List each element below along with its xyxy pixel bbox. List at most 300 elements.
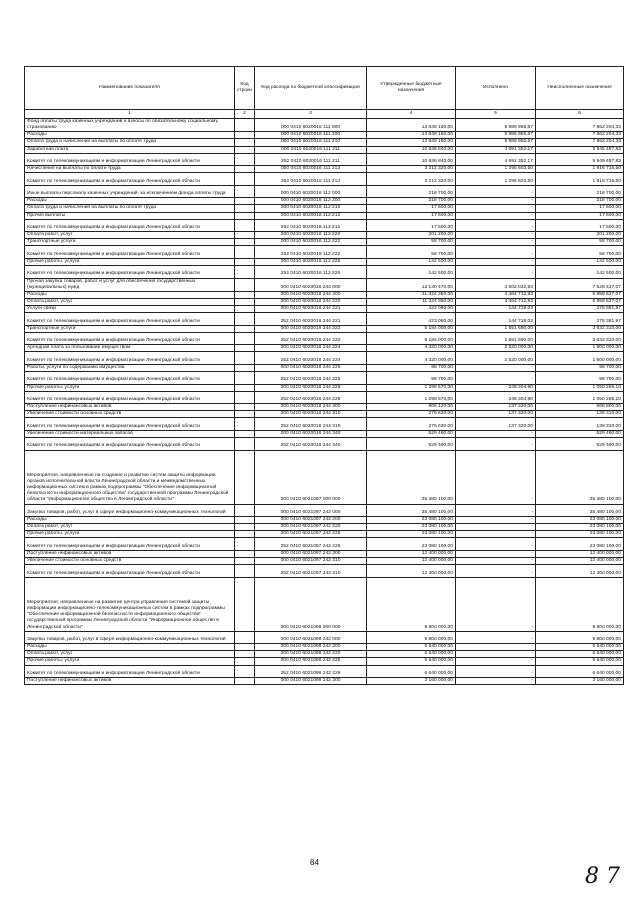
column-number: 1 (25, 110, 235, 119)
unexecuted-amount-cell: 1 916 716,50 (536, 166, 624, 173)
budget-code-cell: 000 0410 6021097 000 000 (255, 450, 367, 504)
executed-amount-cell: 248 304,90 (456, 384, 536, 391)
table-row (25, 450, 624, 504)
table-row (25, 232, 624, 239)
row-code-cell (235, 246, 255, 259)
row-code-cell (235, 185, 255, 198)
executed-amount-cell: - (456, 504, 536, 517)
approved-amount-cell: 806 120,00 (367, 404, 456, 411)
row-code-cell (235, 531, 255, 538)
row-code-cell (235, 565, 255, 578)
approved-amount-cell: 423 060,00 (367, 306, 456, 313)
executed-amount-cell: - (456, 517, 536, 524)
unexecuted-amount-cell: 23 080 100,00 (536, 517, 624, 524)
approved-amount-cell: 6 640 000,00 (367, 658, 456, 665)
approved-amount-cell: 12 130 470,00 (367, 278, 456, 291)
indicator-name-cell: Оплата работ, услуг (25, 298, 235, 305)
executed-amount-cell: - (456, 558, 536, 565)
budget-code-cell: 000 0410 6020016 244 220 (255, 298, 367, 305)
indicator-name-cell: Мероприятия, направленные на развитие центра управления системой защиты информации информационно-телекоммуникационных систем в рамках подпрограммы "Обеспечение информационной безопасности информационного общества" государственной программы Ленинградской области "Информационное общество в Ленинградской области" (25, 577, 235, 631)
unexecuted-amount-cell: 58 700,00 (536, 246, 624, 259)
header-budget-code: Код расхода по бюджетной классификации (255, 67, 367, 110)
approved-amount-cell: 23 080 100,00 (367, 538, 456, 551)
executed-amount-cell: - (456, 678, 536, 685)
unexecuted-amount-cell: 7 862 204,33 (536, 132, 624, 139)
budget-code-cell: 252 0410 6020016 244 224 (255, 352, 367, 365)
executed-amount-cell: - (456, 372, 536, 385)
indicator-name-cell: Комитет по телекоммуникациям и информатизации Ленинградской области (25, 372, 235, 385)
unexecuted-amount-cell: 1 800 000,00 (536, 352, 624, 365)
budget-code-cell: 000 0410 6021097 242 300 (255, 550, 367, 557)
table-row (25, 577, 624, 631)
approved-amount-cell: 5 184 000,00 (367, 332, 456, 345)
table-row (25, 391, 624, 404)
indicator-name-cell: Начисления на выплаты по оплате труда (25, 166, 235, 173)
approved-amount-cell: 17 500,00 (367, 219, 456, 232)
indicator-name-cell: Комитет по телекоммуникациям и информатизации Ленинградской области (25, 538, 235, 551)
unexecuted-amount-cell: 35 480 100,00 (536, 450, 624, 504)
indicator-name-cell: Прочие выплаты (25, 212, 235, 219)
unexecuted-amount-cell: 1 050 265,10 (536, 384, 624, 391)
budget-code-cell: 000 0410 6020016 111 000 (255, 119, 367, 132)
executed-amount-cell: - (456, 246, 536, 259)
table-row (25, 291, 624, 298)
executed-amount-cell: 144 718,03 (456, 313, 536, 326)
approved-amount-cell: 529 490,00 (367, 438, 456, 451)
row-code-cell (235, 678, 255, 685)
unexecuted-amount-cell: 529 490,00 (536, 438, 624, 451)
row-code-cell (235, 364, 255, 371)
unexecuted-amount-cell: 17 500,00 (536, 212, 624, 219)
row-code-cell (235, 577, 255, 631)
table-row (25, 665, 624, 678)
row-code-cell (235, 212, 255, 219)
unexecuted-amount-cell: 35 480 100,00 (536, 504, 624, 517)
budget-code-cell: 000 0410 6020016 244 221 (255, 306, 367, 313)
unexecuted-amount-cell: 12 400 000,00 (536, 550, 624, 557)
indicator-name-cell: Оплата работ, услуг (25, 651, 235, 658)
table-row (25, 565, 624, 578)
row-code-cell (235, 558, 255, 565)
indicator-name-cell: Комитет по телекоммуникациям и информатизации Ленинградской области (25, 565, 235, 578)
indicator-name-cell: Комитет по телекоммуникациям и информатизации Ленинградской области (25, 418, 235, 431)
table-row (25, 306, 624, 313)
executed-amount-cell: - (456, 651, 536, 658)
table-row (25, 332, 624, 345)
executed-amount-cell: 1 295 603,50 (456, 166, 536, 173)
budget-code-cell: 252 0410 6020016 244 226 (255, 391, 367, 404)
executed-amount-cell: 2 520 000,00 (456, 345, 536, 352)
budget-code-cell: 000 0410 6021098 242 000 (255, 631, 367, 644)
indicator-name-cell: Увеличение стоимости основных средств (25, 558, 235, 565)
approved-amount-cell: 23 080 100,00 (367, 524, 456, 531)
executed-amount-cell: 248 304,90 (456, 391, 536, 404)
column-number-row (25, 110, 624, 119)
budget-code-cell: 252 0410 6021097 242 310 (255, 565, 367, 578)
row-code-cell (235, 404, 255, 411)
budget-code-cell: 000 0410 6020016 244 222 (255, 325, 367, 332)
table-body (25, 119, 624, 685)
indicator-name-cell: Услуги связи (25, 306, 235, 313)
executed-amount-cell: - (456, 212, 536, 219)
unexecuted-amount-cell: 1 916 716,50 (536, 173, 624, 186)
table-row (25, 364, 624, 371)
indicator-name-cell: Закупка товаров, работ, услуг в сфере информационно-коммуникационных технологий (25, 504, 235, 517)
approved-amount-cell: 1 298 570,00 (367, 384, 456, 391)
executed-amount-cell: 4 691 352,17 (456, 153, 536, 166)
table-row (25, 651, 624, 658)
executed-amount-cell: 144 718,03 (456, 306, 536, 313)
unexecuted-amount-cell: 201 200,00 (536, 232, 624, 239)
header-executed: Исполнено (456, 67, 536, 110)
executed-amount-cell: - (456, 364, 536, 371)
table-row (25, 558, 624, 565)
indicator-name-cell: Расходы (25, 517, 235, 524)
budget-code-cell: 000 0410 6020016 244 225 (255, 364, 367, 371)
indicator-name-cell: Комитет по телекоммуникациям и информатизации Ленинградской области (25, 173, 235, 186)
approved-amount-cell: 11 324 350,00 (367, 291, 456, 298)
table-row (25, 631, 624, 644)
approved-amount-cell: 13 849 160,00 (367, 132, 456, 139)
indicator-name-cell: Прочие работы, услуги (25, 531, 235, 538)
table-row (25, 139, 624, 146)
unexecuted-amount-cell: 12 400 000,00 (536, 558, 624, 565)
indicator-name-cell: Прочая закупка товаров, работ и услуг для обеспечения государственных (муниципальных) нужд (25, 278, 235, 291)
indicator-name-cell: Расходы (25, 198, 235, 205)
approved-amount-cell: 6 640 000,00 (367, 644, 456, 651)
row-code-cell (235, 372, 255, 385)
budget-code-cell: 000 0410 6021097 242 226 (255, 531, 367, 538)
approved-amount-cell: 276 630,00 (367, 418, 456, 431)
row-code-cell (235, 391, 255, 404)
approved-amount-cell: 142 500,00 (367, 266, 456, 279)
row-code-cell (235, 198, 255, 205)
indicator-name-cell: Комитет по телекоммуникациям и информатизации Ленинградской области (25, 246, 235, 259)
table-row (25, 538, 624, 551)
header-indicator-name: Наименование показателя (25, 67, 235, 110)
executed-amount-cell: - (456, 430, 536, 437)
column-number: 6 (536, 110, 624, 119)
budget-code-cell: 252 0410 6020016 244 221 (255, 313, 367, 326)
unexecuted-amount-cell: 139 310,00 (536, 411, 624, 418)
row-code-cell (235, 644, 255, 651)
unexecuted-amount-cell: 6 640 000,00 (536, 651, 624, 658)
approved-amount-cell: 12 400 000,00 (367, 565, 456, 578)
budget-code-cell: 000 0410 6020016 111 210 (255, 139, 367, 146)
indicator-name-cell: Расходы (25, 291, 235, 298)
approved-amount-cell: 6 640 000,00 (367, 665, 456, 678)
budget-code-cell: 252 0410 6020016 112 212 (255, 219, 367, 232)
budget-table (24, 66, 624, 685)
unexecuted-amount-cell: 58 700,00 (536, 239, 624, 246)
row-code-cell (235, 504, 255, 517)
table-row (25, 524, 624, 531)
table-row (25, 212, 624, 219)
approved-amount-cell: 218 700,00 (367, 185, 456, 198)
row-code-cell (235, 313, 255, 326)
row-code-cell (235, 430, 255, 437)
row-code-cell (235, 153, 255, 166)
row-code-cell (235, 524, 255, 531)
row-code-cell (235, 219, 255, 232)
table-row (25, 325, 624, 332)
executed-amount-cell: 1 551 690,00 (456, 325, 536, 332)
executed-amount-cell: - (456, 565, 536, 578)
unexecuted-amount-cell: 23 080 100,00 (536, 531, 624, 538)
header-row-code: Код строки (235, 67, 255, 110)
unexecuted-amount-cell: 142 500,00 (536, 258, 624, 265)
indicator-name-cell: Оплата работ, услуг (25, 232, 235, 239)
budget-code-cell: 252 0410 6020016 112 222 (255, 246, 367, 259)
table-row (25, 278, 624, 291)
approved-amount-cell: 529 490,00 (367, 430, 456, 437)
table-row (25, 298, 624, 305)
approved-amount-cell: 1 298 570,00 (367, 391, 456, 404)
budget-code-cell: 000 0410 6020016 244 300 (255, 404, 367, 411)
unexecuted-amount-cell: 6 859 637,07 (536, 291, 624, 298)
table-row (25, 372, 624, 385)
row-code-cell (235, 418, 255, 431)
approved-amount-cell: 35 480 100,00 (367, 450, 456, 504)
executed-amount-cell: 4 691 352,17 (456, 146, 536, 153)
row-code-cell (235, 119, 255, 132)
unexecuted-amount-cell: 7 528 437,07 (536, 278, 624, 291)
table-row (25, 658, 624, 665)
indicator-name-cell: Комитет по телекоммуникациям и информатизации Ленинградской области (25, 332, 235, 345)
table-row (25, 531, 624, 538)
unexecuted-amount-cell: 6 640 000,00 (536, 658, 624, 665)
budget-code-cell: 000 0410 6020016 111 211 (255, 146, 367, 153)
approved-amount-cell: 13 849 160,00 (367, 139, 456, 146)
unexecuted-amount-cell: 142 500,00 (536, 266, 624, 279)
budget-code-cell: 000 0410 6021097 242 200 (255, 517, 367, 524)
budget-code-cell: 000 0410 6020016 244 000 (255, 278, 367, 291)
indicator-name-cell: Расходы (25, 132, 235, 139)
indicator-name-cell: Комитет по телекоммуникациям и информатизации Ленинградской области (25, 219, 235, 232)
unexecuted-amount-cell: 9 800 000,00 (536, 577, 624, 631)
table-row (25, 119, 624, 132)
budget-code-cell: 000 0410 6020016 244 310 (255, 411, 367, 418)
indicator-name-cell: Транспортные услуги (25, 325, 235, 332)
table-row (25, 313, 624, 326)
budget-code-cell: 252 0410 6020016 244 222 (255, 332, 367, 345)
table-row (25, 153, 624, 166)
table-row (25, 418, 624, 431)
approved-amount-cell: 218 700,00 (367, 198, 456, 205)
row-code-cell (235, 517, 255, 524)
executed-amount-cell: - (456, 185, 536, 198)
executed-amount-cell: - (456, 665, 536, 678)
row-code-cell (235, 538, 255, 551)
table-row (25, 411, 624, 418)
indicator-name-cell: Поступление нефинансовых активов (25, 404, 235, 411)
column-number: 4 (367, 110, 456, 119)
indicator-name-cell: Комитет по телекоммуникациям и информатизации Ленинградской области (25, 153, 235, 166)
approved-amount-cell: 6 640 000,00 (367, 651, 456, 658)
indicator-name-cell: Комитет по телекоммуникациям и информатизации Ленинградской области (25, 266, 235, 279)
executed-amount-cell: 137 320,00 (456, 404, 536, 411)
table-row (25, 239, 624, 246)
executed-amount-cell: - (456, 198, 536, 205)
handwritten-page-number: 8 7 (585, 864, 620, 889)
approved-amount-cell: 9 800 000,00 (367, 631, 456, 644)
table-row (25, 198, 624, 205)
executed-amount-cell: 5 986 955,67 (456, 132, 536, 139)
budget-code-cell: 000 0410 6020016 112 212 (255, 212, 367, 219)
row-code-cell (235, 266, 255, 279)
row-code-cell (235, 291, 255, 298)
table-row (25, 185, 624, 198)
executed-amount-cell: - (456, 205, 536, 212)
approved-amount-cell: 35 480 100,00 (367, 504, 456, 517)
unexecuted-amount-cell: 7 862 204,33 (536, 139, 624, 146)
approved-amount-cell: 276 630,00 (367, 411, 456, 418)
indicator-name-cell: Оплата труда и начисления на выплаты по оплате труда (25, 205, 235, 212)
budget-code-cell: 000 0410 6020016 112 220 (255, 232, 367, 239)
budget-code-cell: 252 0410 6020016 244 340 (255, 438, 367, 451)
budget-code-cell: 000 0410 6020016 244 226 (255, 384, 367, 391)
approved-amount-cell: 10 636 840,00 (367, 153, 456, 166)
table-row (25, 345, 624, 352)
executed-amount-cell: - (456, 658, 536, 665)
indicator-name-cell: Мероприятия, направленные на создание и развитие систем защиты информации органов исполнительной власти Ленинградской области и межведомственных информационных систем в рамках подпрограммы "Обеспечение информационной безопасности информационного общества" государственной программы Ленинградской области "Информационное общество в Ленинградской области" (25, 450, 235, 504)
executed-amount-cell: - (456, 232, 536, 239)
executed-amount-cell: - (456, 258, 536, 265)
indicator-name-cell: Прочие работы, услуги (25, 384, 235, 391)
unexecuted-amount-cell: 1 050 265,10 (536, 391, 624, 404)
indicator-name-cell: Расходы (25, 644, 235, 651)
unexecuted-amount-cell: 17 500,00 (536, 205, 624, 212)
page-number: 84 (310, 858, 319, 867)
approved-amount-cell: 98 700,00 (367, 372, 456, 385)
row-code-cell (235, 411, 255, 418)
approved-amount-cell: 201 200,00 (367, 232, 456, 239)
table-row (25, 550, 624, 557)
executed-amount-cell: - (456, 524, 536, 531)
indicator-name-cell: Прочие работы, услуги (25, 258, 235, 265)
budget-code-cell: 000 0410 6021097 242 000 (255, 504, 367, 517)
row-code-cell (235, 631, 255, 644)
row-code-cell (235, 258, 255, 265)
row-code-cell (235, 658, 255, 665)
approved-amount-cell: 3 160 000,00 (367, 678, 456, 685)
budget-code-cell: 252 0410 6020016 112 226 (255, 266, 367, 279)
row-code-cell (235, 550, 255, 557)
indicator-name-cell: Комитет по телекоммуникациям и информатизации Ленинградской области (25, 313, 235, 326)
approved-amount-cell: 12 400 000,00 (367, 550, 456, 557)
unexecuted-amount-cell: 218 700,00 (536, 185, 624, 198)
budget-code-cell: 252 0410 6020016 111 213 (255, 173, 367, 186)
unexecuted-amount-cell: 17 500,00 (536, 219, 624, 232)
unexecuted-amount-cell: 668 800,00 (536, 404, 624, 411)
approved-amount-cell: 3 212 320,00 (367, 166, 456, 173)
unexecuted-amount-cell: 6 859 637,07 (536, 298, 624, 305)
executed-amount-cell: 2 520 000,00 (456, 352, 536, 365)
table-row (25, 246, 624, 259)
indicator-name-cell: Комитет по телекоммуникациям и информатизации Ленинградской области (25, 438, 235, 451)
budget-code-cell: 000 0410 6021098 242 200 (255, 644, 367, 651)
budget-code-cell: 252 0410 6020016 244 310 (255, 418, 367, 431)
indicator-name-cell: Поступление нефинансовых активов (25, 678, 235, 685)
unexecuted-amount-cell: 3 632 310,00 (536, 332, 624, 345)
approved-amount-cell: 12 400 000,00 (367, 558, 456, 565)
budget-code-cell: 000 0410 6021098 000 000 (255, 577, 367, 631)
budget-code-cell: 000 0410 6021097 242 220 (255, 524, 367, 531)
unexecuted-amount-cell: 529 490,00 (536, 430, 624, 437)
table-row (25, 146, 624, 153)
indicator-name-cell: Заработная плата (25, 146, 235, 153)
indicator-name-cell: Иные выплаты персоналу казенных учреждений, за исключением фонда оплаты труда (25, 185, 235, 198)
budget-code-cell: 000 0410 6020016 244 200 (255, 291, 367, 298)
budget-code-cell: 252 0410 6020016 111 211 (255, 153, 367, 166)
approved-amount-cell: 11 324 350,00 (367, 298, 456, 305)
table-row (25, 644, 624, 651)
unexecuted-amount-cell: 278 361,97 (536, 306, 624, 313)
unexecuted-amount-cell: 9 800 000,00 (536, 631, 624, 644)
budget-code-cell: 000 0410 6021098 242 300 (255, 678, 367, 685)
row-code-cell (235, 205, 255, 212)
approved-amount-cell: 4 320 000,00 (367, 345, 456, 352)
row-code-cell (235, 345, 255, 352)
indicator-name-cell: Комитет по телекоммуникациям и информатизации Ленинградской области (25, 391, 235, 404)
table-row (25, 258, 624, 265)
header-unexecuted: Неисполненные назначения (536, 67, 624, 110)
unexecuted-amount-cell: 12 400 000,00 (536, 565, 624, 578)
indicator-name-cell: Увеличение стоимости основных средств (25, 411, 235, 418)
row-code-cell (235, 278, 255, 291)
row-code-cell (235, 146, 255, 153)
unexecuted-amount-cell: 218 700,00 (536, 198, 624, 205)
executed-amount-cell: - (456, 531, 536, 538)
budget-code-cell: 000 0410 6020016 244 340 (255, 430, 367, 437)
approved-amount-cell: 58 700,00 (367, 246, 456, 259)
table-row (25, 438, 624, 451)
executed-amount-cell: - (456, 538, 536, 551)
unexecuted-amount-cell: 3 160 000,00 (536, 678, 624, 685)
header-approved: Утвержденные бюджетные назначения (367, 67, 456, 110)
column-number: 3 (255, 110, 367, 119)
indicator-name-cell: Комитет по телекоммуникациям и информатизации Ленинградской области (25, 665, 235, 678)
executed-amount-cell: 5 986 955,67 (456, 139, 536, 146)
row-code-cell (235, 325, 255, 332)
table-row (25, 173, 624, 186)
indicator-name-cell: Комитет по телекоммуникациям и информатизации Ленинградской области (25, 352, 235, 365)
indicator-name-cell: Фонд оплаты труда казенных учреждений и взносы по обязательному социальному страхованию (25, 119, 235, 132)
table-header (25, 67, 624, 119)
table-row (25, 384, 624, 391)
executed-amount-cell: - (456, 239, 536, 246)
approved-amount-cell: 9 800 000,00 (367, 577, 456, 631)
row-code-cell (235, 239, 255, 246)
unexecuted-amount-cell: 139 310,00 (536, 418, 624, 431)
table-row (25, 219, 624, 232)
indicator-name-cell: Поступление нефинансовых активов (25, 550, 235, 557)
indicator-name-cell: Оплата работ, услуг (25, 524, 235, 531)
executed-amount-cell: 1 295 603,50 (456, 173, 536, 186)
executed-amount-cell: - (456, 644, 536, 651)
budget-code-cell: 000 0410 6020016 112 222 (255, 239, 367, 246)
budget-code-cell: 000 0410 6021098 242 226 (255, 658, 367, 665)
unexecuted-amount-cell: 6 640 000,00 (536, 644, 624, 651)
approved-amount-cell: 23 080 100,00 (367, 531, 456, 538)
indicator-name-cell: Закупка товаров, работ, услуг в сфере информационно-коммуникационных технологий (25, 631, 235, 644)
table-row (25, 504, 624, 517)
row-code-cell (235, 332, 255, 345)
row-code-cell (235, 173, 255, 186)
indicator-name-cell: Транспортные услуги (25, 239, 235, 246)
budget-code-cell: 000 0410 6021098 242 220 (255, 651, 367, 658)
unexecuted-amount-cell: 98 700,00 (536, 364, 624, 371)
